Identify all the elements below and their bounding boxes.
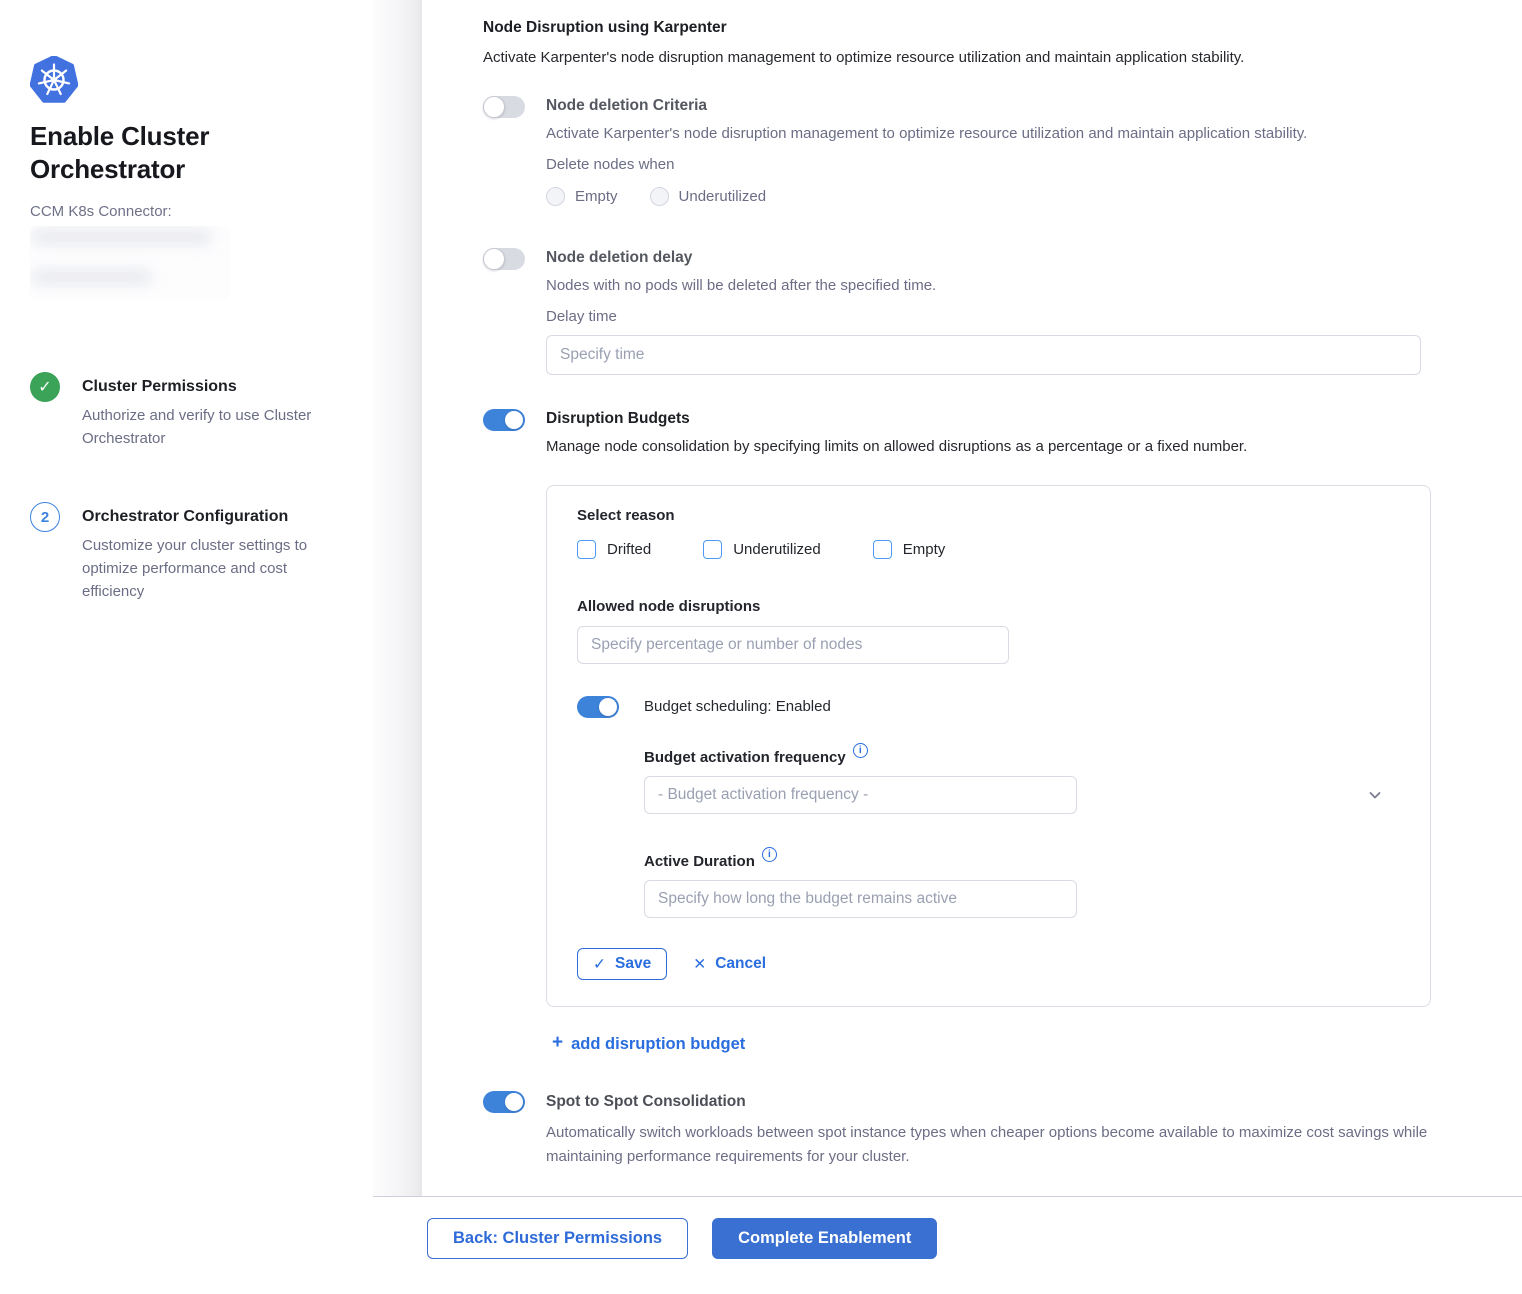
- disruption-budgets-section: [483, 409, 1522, 1055]
- save-button[interactable]: [577, 948, 667, 980]
- radio-circle-icon: [650, 187, 669, 206]
- node-deletion-criteria-toggle[interactable]: [483, 96, 525, 118]
- radio-label: Empty: [575, 188, 618, 205]
- toggle-column: [483, 96, 525, 206]
- checkbox-empty[interactable]: [873, 540, 946, 559]
- add-disruption-budget-label: add disruption budget: [571, 1034, 746, 1053]
- step-body: [82, 502, 314, 603]
- toggle-column: [577, 696, 619, 918]
- budget-form-actions: [577, 948, 1400, 980]
- step-orchestrator-configuration[interactable]: [30, 502, 345, 603]
- check-icon: ✓: [593, 955, 606, 973]
- step-cluster-permissions[interactable]: [30, 372, 345, 450]
- budget-activation-frequency-select[interactable]: [644, 776, 1077, 814]
- reason-checkboxes: [577, 540, 1400, 559]
- toggle-knob: [483, 248, 505, 270]
- step-description: Authorize and verify to use Cluster Orchestrator: [82, 407, 312, 447]
- complete-enablement-button[interactable]: Complete Enablement: [712, 1218, 937, 1259]
- active-duration-label-row: [644, 848, 1400, 872]
- delete-nodes-when-label: Delete nodes when: [546, 156, 675, 173]
- active-duration-label: Active Duration: [644, 853, 755, 870]
- radio-underutilized[interactable]: [650, 187, 767, 206]
- node-deletion-criteria-label: Node deletion Criteria: [546, 97, 708, 114]
- section-description: Activate Karpenter's node disruption management to optimize resource utilization and maintain application stability.: [483, 49, 1245, 66]
- disruption-budgets-description: Manage node consolidation by specifying limits on allowed disruptions as a percentage or a fixed number.: [546, 438, 1248, 455]
- node-deletion-delay-description: Nodes with no pods will be deleted after the specified time.: [546, 277, 937, 294]
- select-reason-label: Select reason: [577, 507, 675, 524]
- checkbox-label: Empty: [902, 541, 946, 558]
- budget-scheduling-body: [644, 696, 1400, 918]
- panel-gutter: [373, 0, 422, 1196]
- section-body: [546, 96, 1522, 206]
- allowed-node-disruptions-input[interactable]: [577, 626, 1009, 664]
- radio-empty[interactable]: [546, 187, 618, 206]
- checkbox-icon: [703, 540, 722, 559]
- checkbox-label: Underutilized: [733, 541, 821, 558]
- node-deletion-criteria-section: [483, 96, 1522, 206]
- step-title: Cluster Permissions: [82, 378, 237, 395]
- step-icon-column: [30, 372, 60, 450]
- close-icon: ✕: [693, 955, 707, 973]
- budget-scheduling-toggle[interactable]: [577, 696, 619, 718]
- redacted-text-line: [32, 270, 152, 284]
- toggle-knob: [505, 1093, 523, 1111]
- disruption-budget-card: [546, 485, 1431, 1007]
- info-icon[interactable]: i: [762, 847, 777, 862]
- info-icon[interactable]: i: [853, 743, 868, 758]
- node-deletion-delay-section: [483, 248, 1522, 375]
- delete-nodes-when-options: [546, 187, 1522, 206]
- section-body: [546, 1091, 1522, 1169]
- wizard-steps: [30, 372, 345, 603]
- budget-activation-frequency-label-row: [644, 744, 1400, 768]
- redacted-text-line: [32, 230, 212, 244]
- active-duration-input[interactable]: [644, 880, 1077, 918]
- delay-time-label: Delay time: [546, 308, 617, 325]
- cancel-button[interactable]: [693, 955, 766, 974]
- connector-label: CCM K8s Connector:: [30, 203, 172, 220]
- redacted-connector-name: [30, 226, 230, 300]
- checkbox-underutilized[interactable]: [703, 540, 821, 559]
- node-deletion-delay-toggle[interactable]: [483, 248, 525, 270]
- delay-time-input[interactable]: [546, 335, 1421, 375]
- radio-label: Underutilized: [678, 188, 767, 205]
- page-title: Enable Cluster Orchestrator: [30, 121, 210, 184]
- back-cluster-permissions-button[interactable]: Back: Cluster Permissions: [427, 1218, 688, 1259]
- add-disruption-budget-link[interactable]: [552, 1033, 745, 1055]
- spot-consolidation-toggle[interactable]: [483, 1091, 525, 1113]
- wizard-sidebar: [0, 0, 373, 1196]
- checkbox-icon: [873, 540, 892, 559]
- checkbox-drifted[interactable]: [577, 540, 651, 559]
- step-description: Customize your cluster settings to optimize performance and cost efficiency: [82, 537, 308, 600]
- toggle-knob: [505, 411, 523, 429]
- node-deletion-criteria-description: Activate Karpenter's node disruption management to optimize resource utilization and maintain application stability.: [546, 125, 1308, 142]
- toggle-column: [483, 1091, 525, 1169]
- toggle-column: [483, 409, 525, 1055]
- chevron-down-icon[interactable]: [1366, 786, 1384, 804]
- checkbox-icon: [577, 540, 596, 559]
- cancel-button-label: Cancel: [715, 955, 767, 972]
- spot-consolidation-description: Automatically switch workloads between spot instance types when cheaper options become available to maximize cost savings while maintaining performance requirements for your cluster.: [546, 1124, 1428, 1165]
- spot-consolidation-section: [483, 1091, 1522, 1169]
- spot-consolidation-label: Spot to Spot Consolidation: [546, 1093, 746, 1110]
- disruption-budgets-label: Disruption Budgets: [546, 410, 690, 427]
- radio-circle-icon: [546, 187, 565, 206]
- kubernetes-logo-icon: [30, 56, 78, 104]
- disruption-budgets-toggle[interactable]: [483, 409, 525, 431]
- step-icon-column: [30, 502, 60, 603]
- plus-icon: +: [552, 1032, 564, 1053]
- wizard-footer: [373, 1196, 1522, 1294]
- allowed-node-disruptions-label: Allowed node disruptions: [577, 598, 761, 615]
- budget-activation-frequency-label: Budget activation frequency: [644, 749, 846, 766]
- step-complete-check-icon: ✓: [30, 372, 60, 402]
- orchestrator-configuration-panel: [422, 0, 1522, 1196]
- node-deletion-delay-label: Node deletion delay: [546, 249, 693, 266]
- save-button-label: Save: [615, 955, 652, 972]
- checkbox-label: Drifted: [607, 541, 652, 558]
- section-body: [546, 248, 1522, 375]
- budget-scheduling-label: Budget scheduling: Enabled: [644, 698, 831, 715]
- toggle-column: [483, 248, 525, 375]
- step-title: Orchestrator Configuration: [82, 508, 289, 525]
- section-body: [546, 409, 1522, 1055]
- toggle-knob: [483, 96, 505, 118]
- budget-scheduling-row: [577, 696, 1400, 918]
- step-body: [82, 372, 314, 450]
- step-number-badge: 2: [30, 502, 60, 532]
- toggle-knob: [599, 698, 617, 716]
- section-heading: Node Disruption using Karpenter: [483, 19, 727, 36]
